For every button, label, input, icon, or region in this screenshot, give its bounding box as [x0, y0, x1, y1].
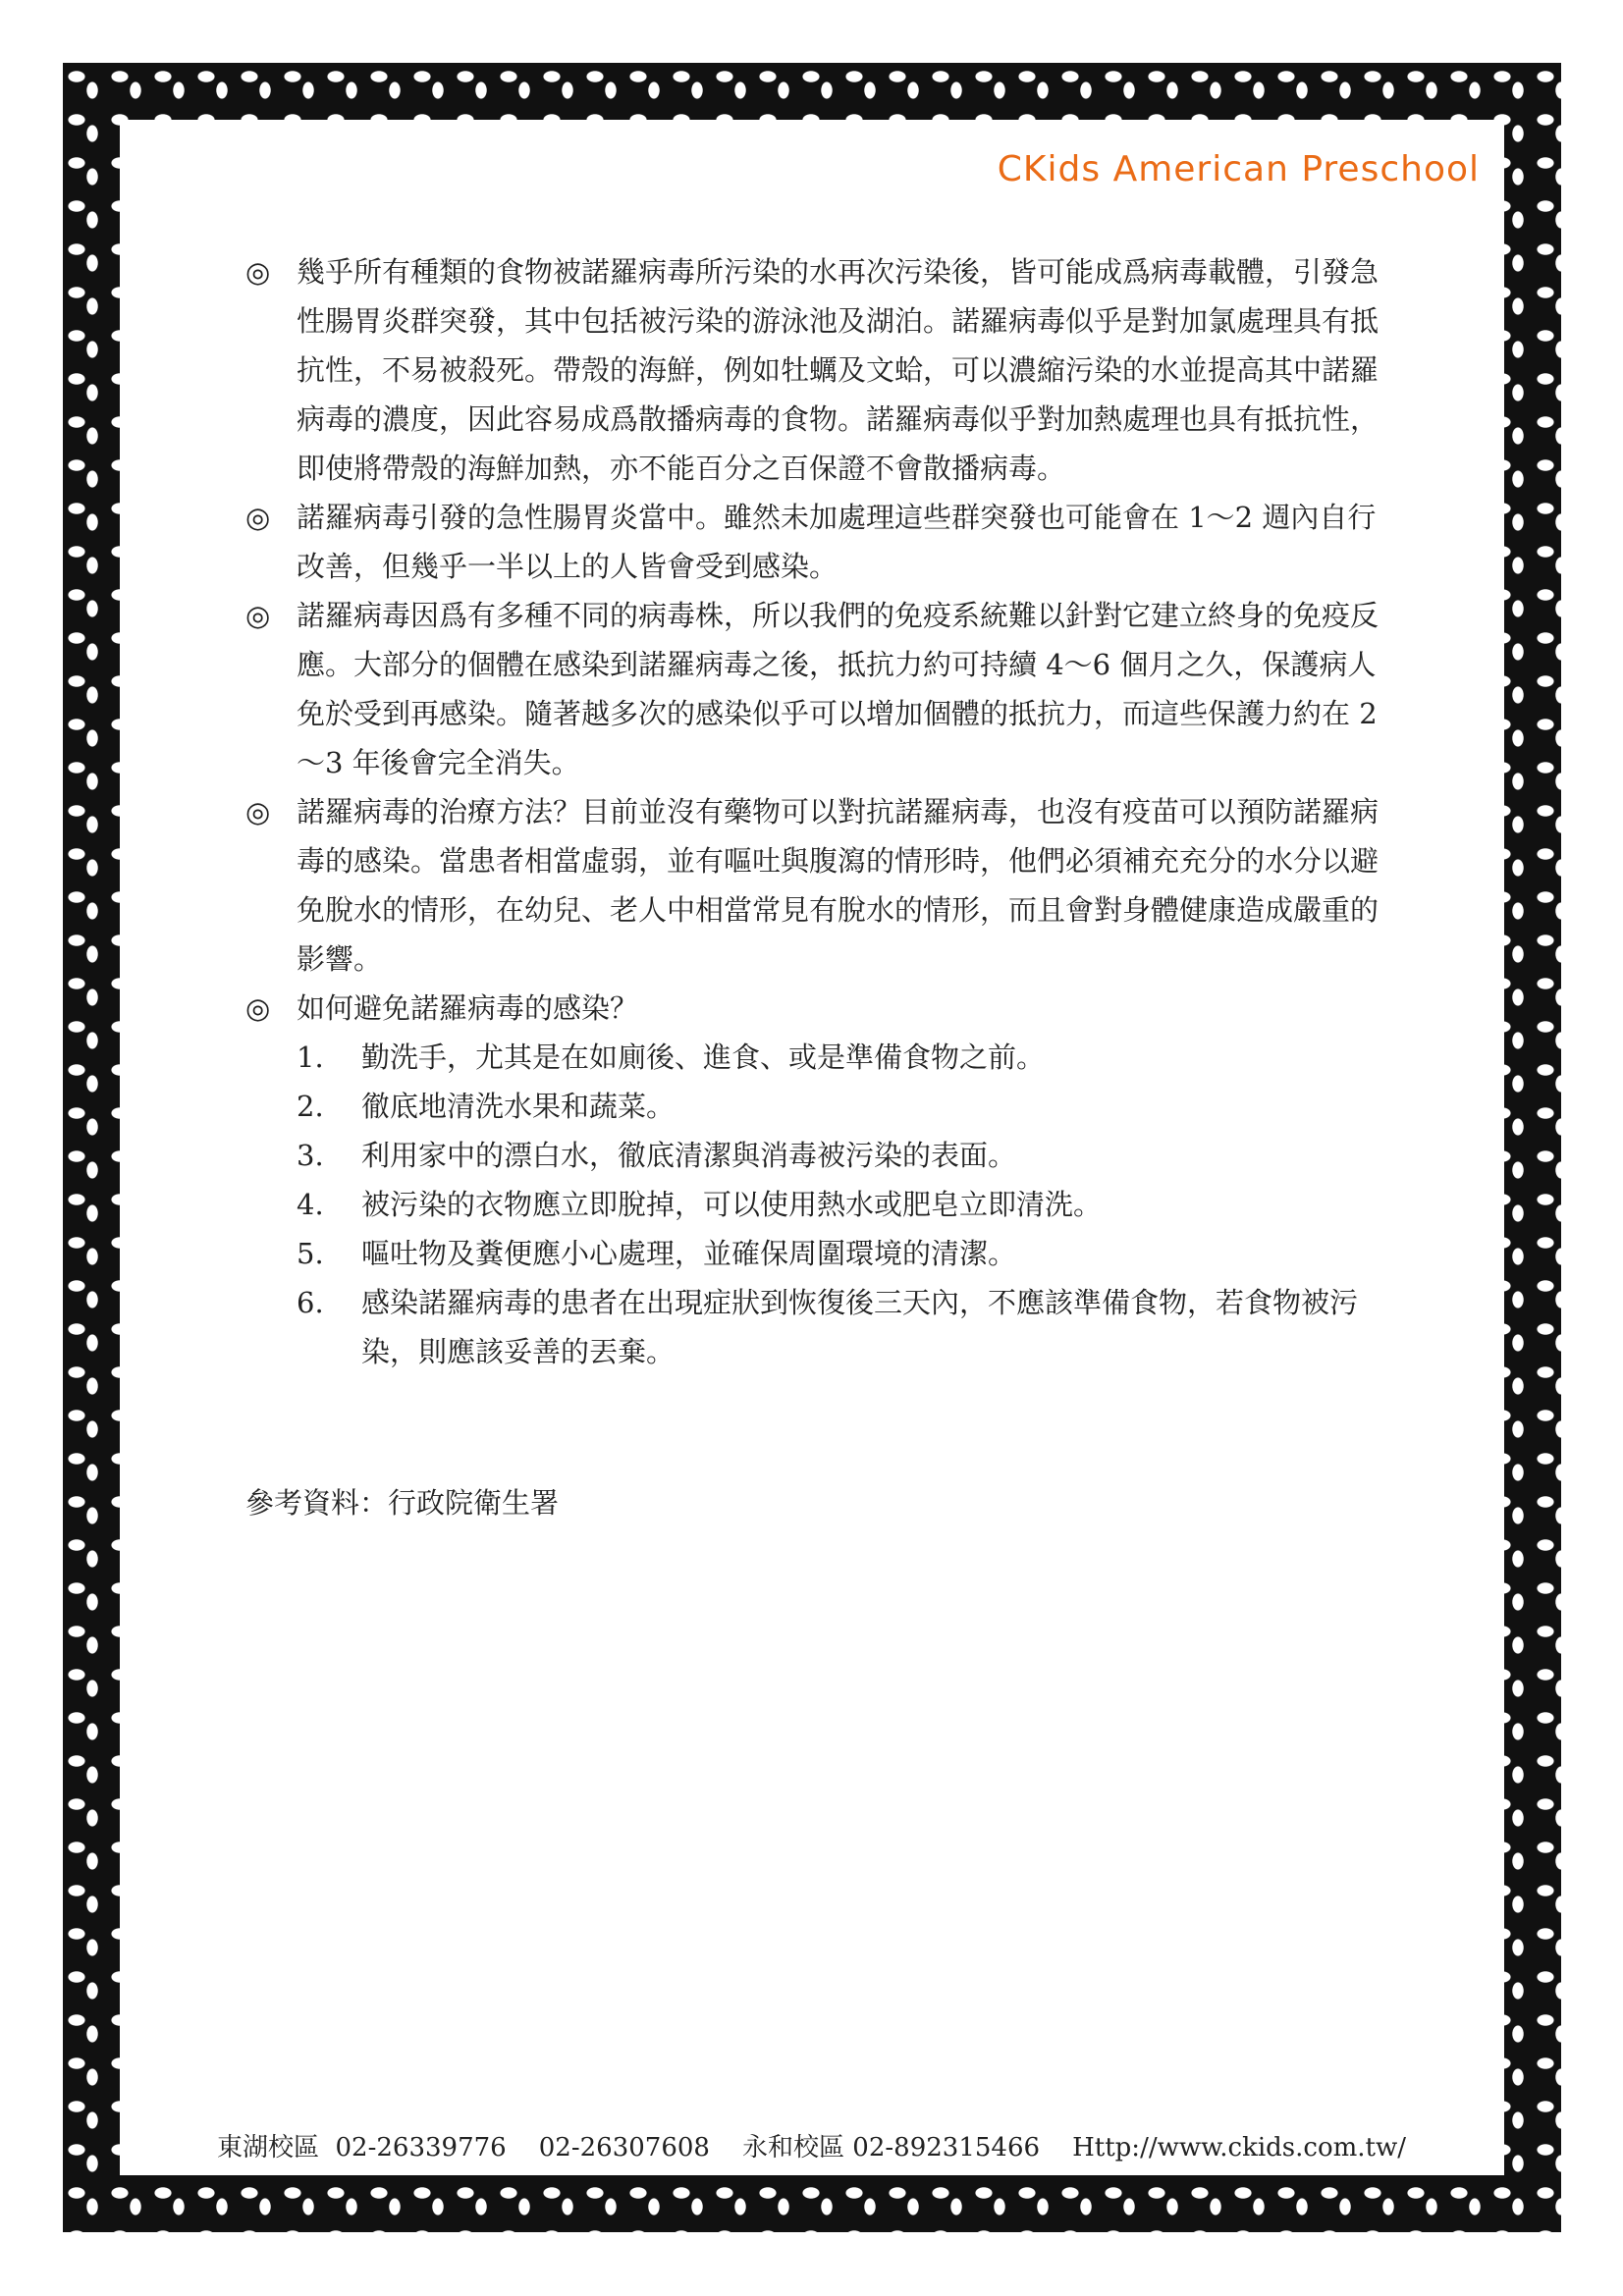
paragraph-text: 諾羅病毒的治療方法？目前並沒有藥物可以對抗諾羅病毒，也沒有疫苗可以預防諾羅病毒的感染。當患者相當虛弱，並有嘔吐與腹瀉的情形時，他們必須補充充分的水分以避免脫水的情形，在幼兒、老人中相當常見有脫水的情形，而且會對身體健康造成嚴重的影響。	[297, 795, 1380, 976]
paragraph-text: 諾羅病毒引發的急性腸胃炎當中。雖然未加處理這些群突發也可能會在 1～2 週內自行改善，但幾乎一半以上的人皆會受到感染。	[297, 501, 1377, 583]
step-text: 利用家中的漂白水，徹底清潔與消毒被污染的表面。	[361, 1139, 1017, 1172]
step-number: 3.	[297, 1139, 324, 1172]
paragraph-text: 如何避免諾羅病毒的感染？	[297, 991, 639, 1025]
step-number: 6.	[297, 1286, 324, 1319]
paragraph-text: 諾羅病毒因爲有多種不同的病毒株，所以我們的免疫系統難以針對它建立終身的免疫反應。大部分的個體在感染到諾羅病毒之後，抵抗力約可持續 4～6 個月之久，保護病人免於受到再感染。隨著越多次的感染似乎可以增加個體的抵抗力，而這些保護力約在 2～3 年後會完全消失。	[297, 599, 1380, 779]
step-text: 被污染的衣物應立即脫掉，可以使用熱水或肥皂立即清洗。	[361, 1188, 1103, 1221]
bullet-mark: ◎	[245, 599, 271, 632]
bullet-mark: ◎	[245, 501, 271, 534]
step-text: 徹底地清洗水果和蔬菜。	[361, 1090, 676, 1123]
bullet-mark: ◎	[245, 255, 271, 289]
list-item	[245, 1278, 1384, 1376]
paragraph	[245, 787, 1384, 984]
step-text: 嘔吐物及糞便應小心處理，並確保周圍環境的清潔。	[361, 1237, 1017, 1270]
step-number: 2.	[297, 1090, 324, 1123]
paragraph	[245, 984, 1384, 1033]
paragraph	[245, 591, 1384, 787]
step-number: 4.	[297, 1188, 324, 1221]
prevention-steps-list	[245, 1033, 1384, 1376]
footer-contact: 東湖校區 02-26339776 02-26307608 永和校區 02-892315466 Http://www.ckids.com.tw/	[216, 2133, 1407, 2163]
paragraph-text: 幾乎所有種類的食物被諾羅病毒所污染的水再次污染後，皆可能成爲病毒載體，引發急性腸胃炎群突發，其中包括被污染的游泳池及湖泊。諾羅病毒似乎是對加氯處理具有抵抗性，不易被殺死。帶殼的海鮮，例如牡蠣及文蛤，可以濃縮污染的水並提高其中諾羅病毒的濃度，因此容易成爲散播病毒的食物。諾羅病毒似乎對加熱處理也具有抵抗性，即使將帶殼的海鮮加熱，亦不能百分之百保證不會散播病毒。	[297, 255, 1380, 485]
list-item	[245, 1180, 1384, 1229]
paragraph	[245, 247, 1384, 493]
bullet-mark: ◎	[245, 795, 271, 828]
step-text: 感染諾羅病毒的患者在出現症狀到恢復後三天內，不應該準備食物，若食物被污染，則應該妥善的丟棄。	[361, 1286, 1359, 1368]
paragraph	[245, 493, 1384, 591]
reference-source: 參考資料：行政院衛生署	[245, 1486, 560, 1520]
main-content	[245, 247, 1384, 1376]
step-number: 5.	[297, 1237, 324, 1270]
bullet-mark: ◎	[245, 991, 271, 1025]
list-item	[245, 1082, 1384, 1131]
list-item	[245, 1131, 1384, 1180]
step-number: 1.	[297, 1041, 324, 1074]
list-item	[245, 1229, 1384, 1278]
brand-logo-text: CKids American Preschool	[997, 149, 1480, 189]
list-item	[245, 1033, 1384, 1082]
step-text: 勤洗手，尤其是在如廁後、進食、或是準備食物之前。	[361, 1041, 1046, 1074]
